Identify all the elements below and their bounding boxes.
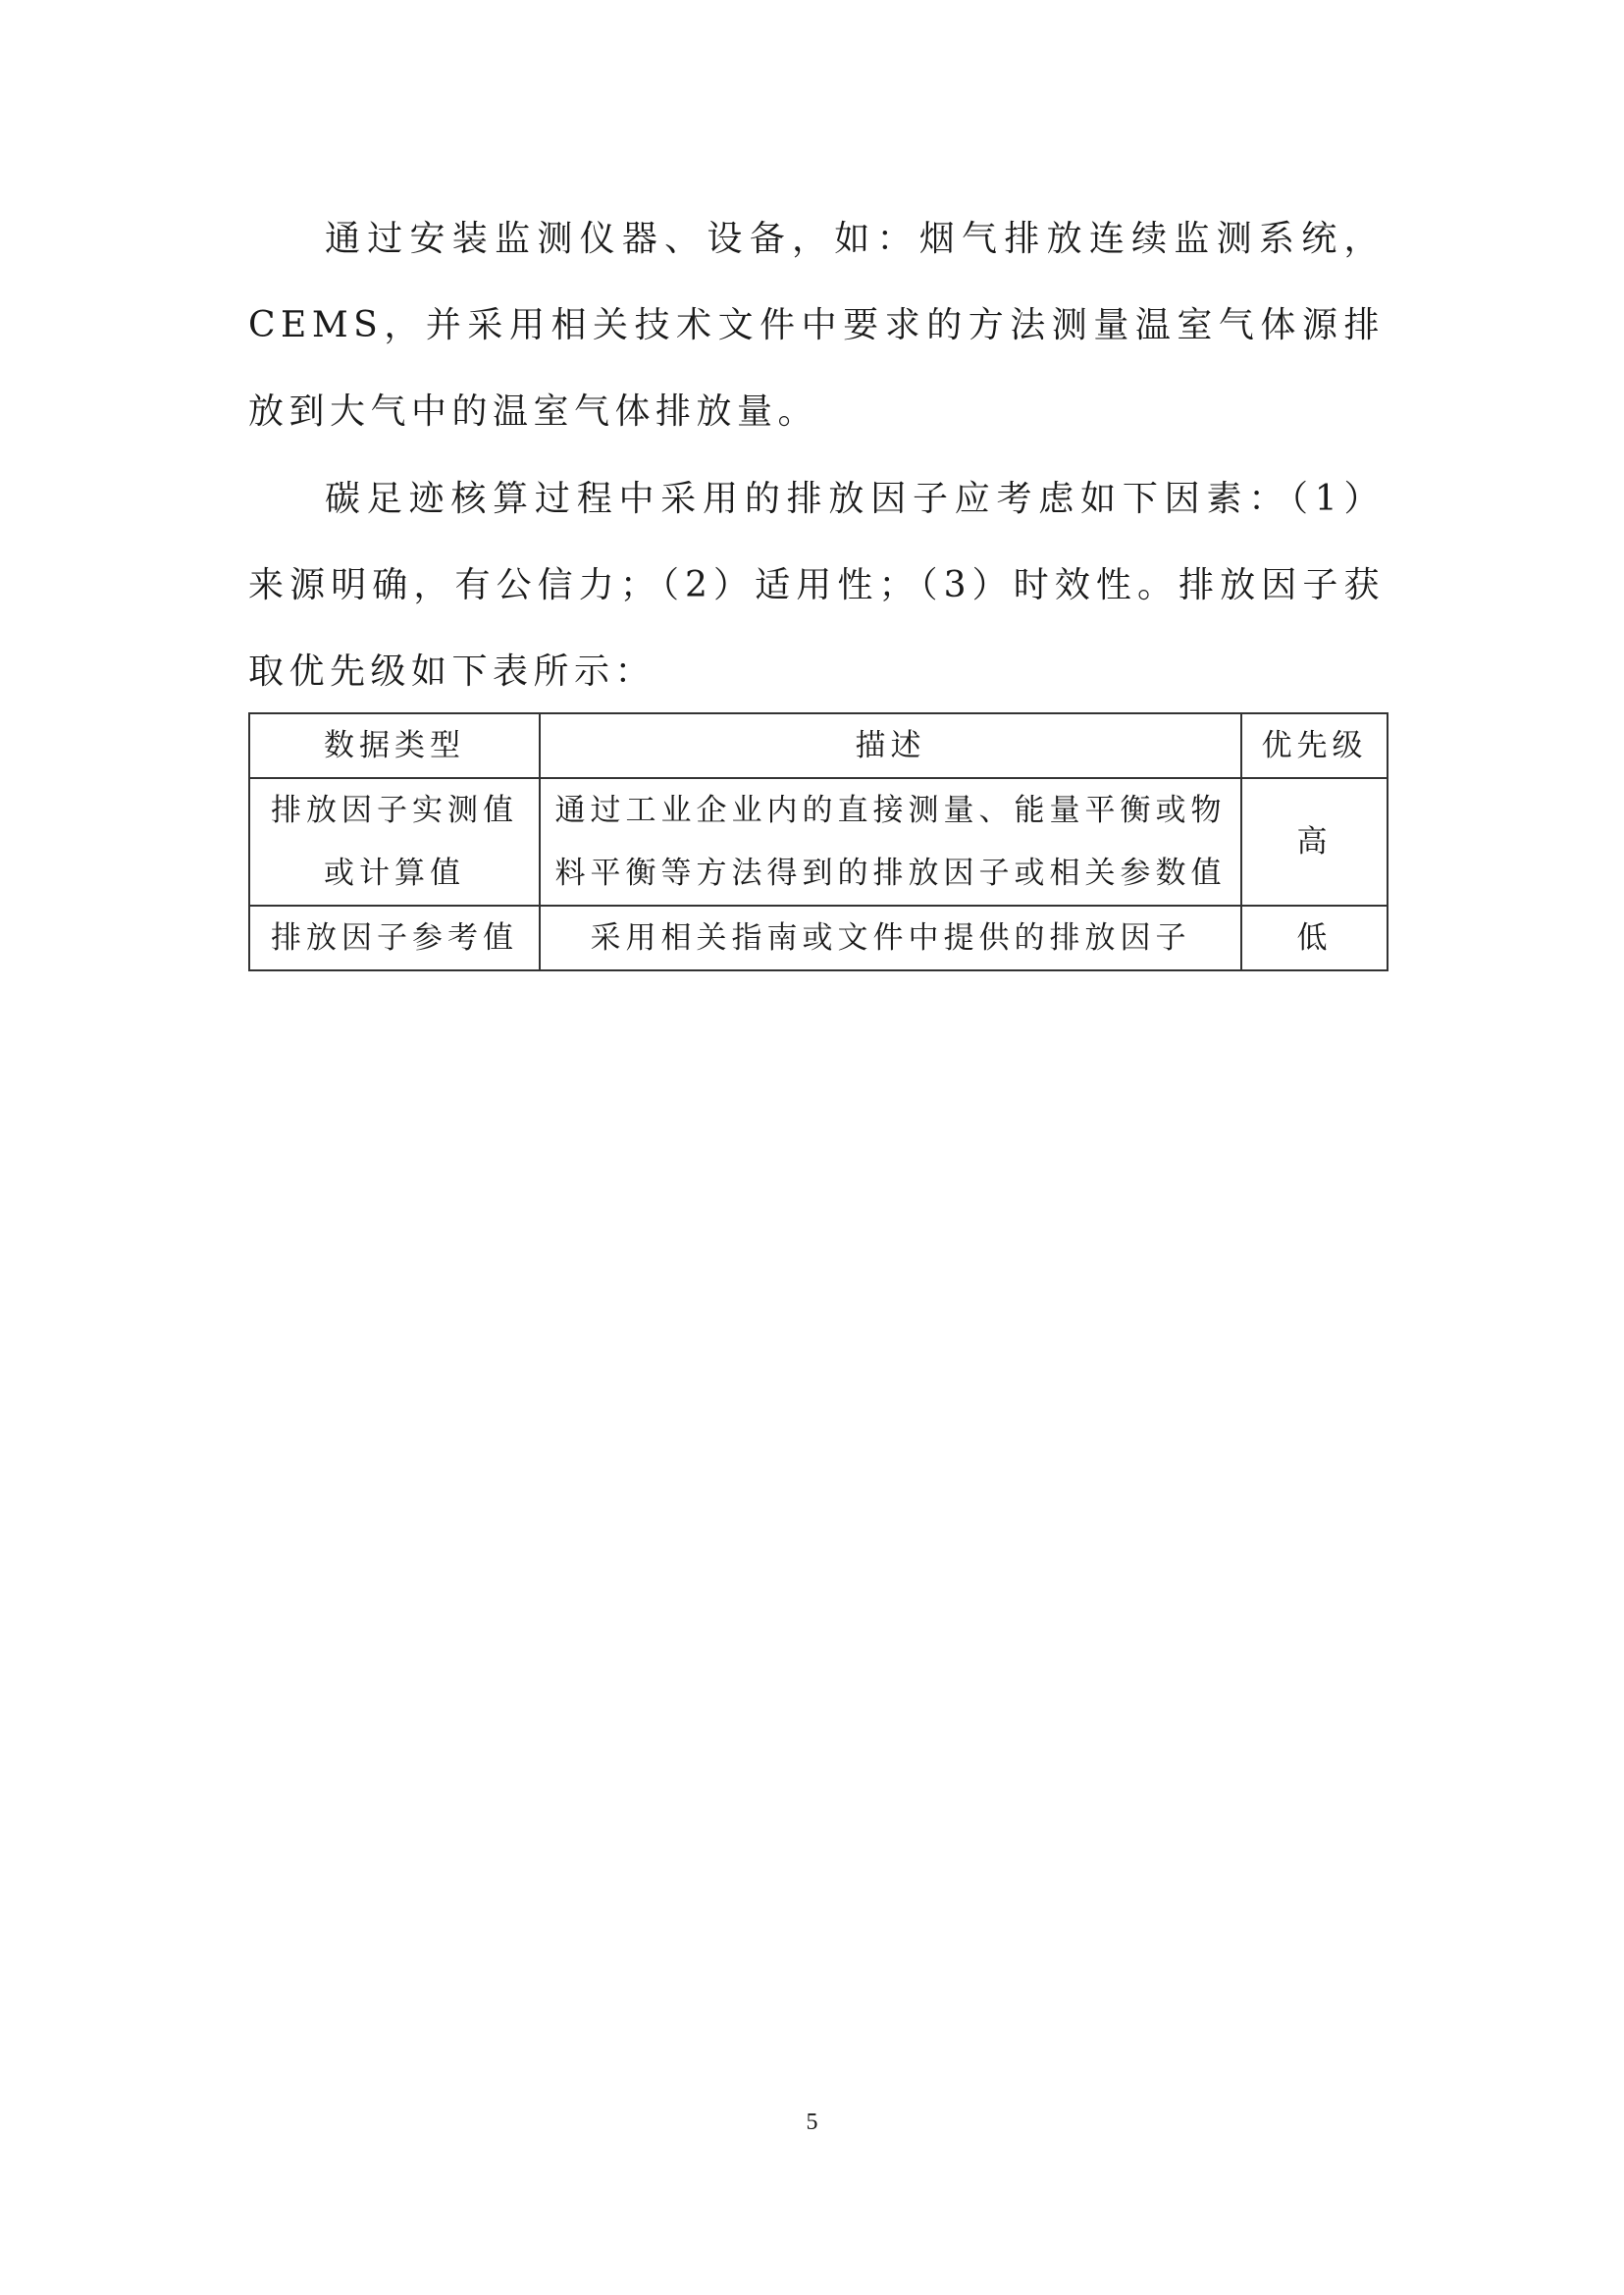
header-data-type: 数据类型 xyxy=(249,713,540,778)
header-description: 描述 xyxy=(540,713,1241,778)
table-header-row xyxy=(249,713,1388,778)
cell-data-type: 排放因子实测值或计算值 xyxy=(249,778,540,906)
cell-priority: 高 xyxy=(1241,778,1388,906)
paragraph-emission-factor-criteria: 碳足迹核算过程中采用的排放因子应考虑如下因素：（1）来源明确，有公信力；（2）适用性；（3）时效性。排放因子获取优先级如下表所示： xyxy=(248,479,1385,692)
header-priority: 优先级 xyxy=(1241,713,1388,778)
cell-description: 通过工业企业内的直接测量、能量平衡或物料平衡等方法得到的排放因子或相关参数值 xyxy=(540,778,1241,906)
paragraph-measurement-method: 通过安装监测仪器、设备，如：烟气排放连续监测系统，CEMS，并采用相关技术文件中要求的方法测量温室气体源排放到大气中的温室气体排放量。 xyxy=(248,219,1385,432)
table-row xyxy=(249,906,1388,970)
cell-data-type: 排放因子参考值 xyxy=(249,906,540,970)
priority-table xyxy=(248,712,1388,971)
cell-priority: 低 xyxy=(1241,906,1388,970)
table-row xyxy=(249,778,1388,906)
page-number: 5 xyxy=(806,2110,818,2135)
emission-factor-priority-table xyxy=(248,712,1387,971)
cell-description: 采用相关指南或文件中提供的排放因子 xyxy=(540,906,1241,970)
